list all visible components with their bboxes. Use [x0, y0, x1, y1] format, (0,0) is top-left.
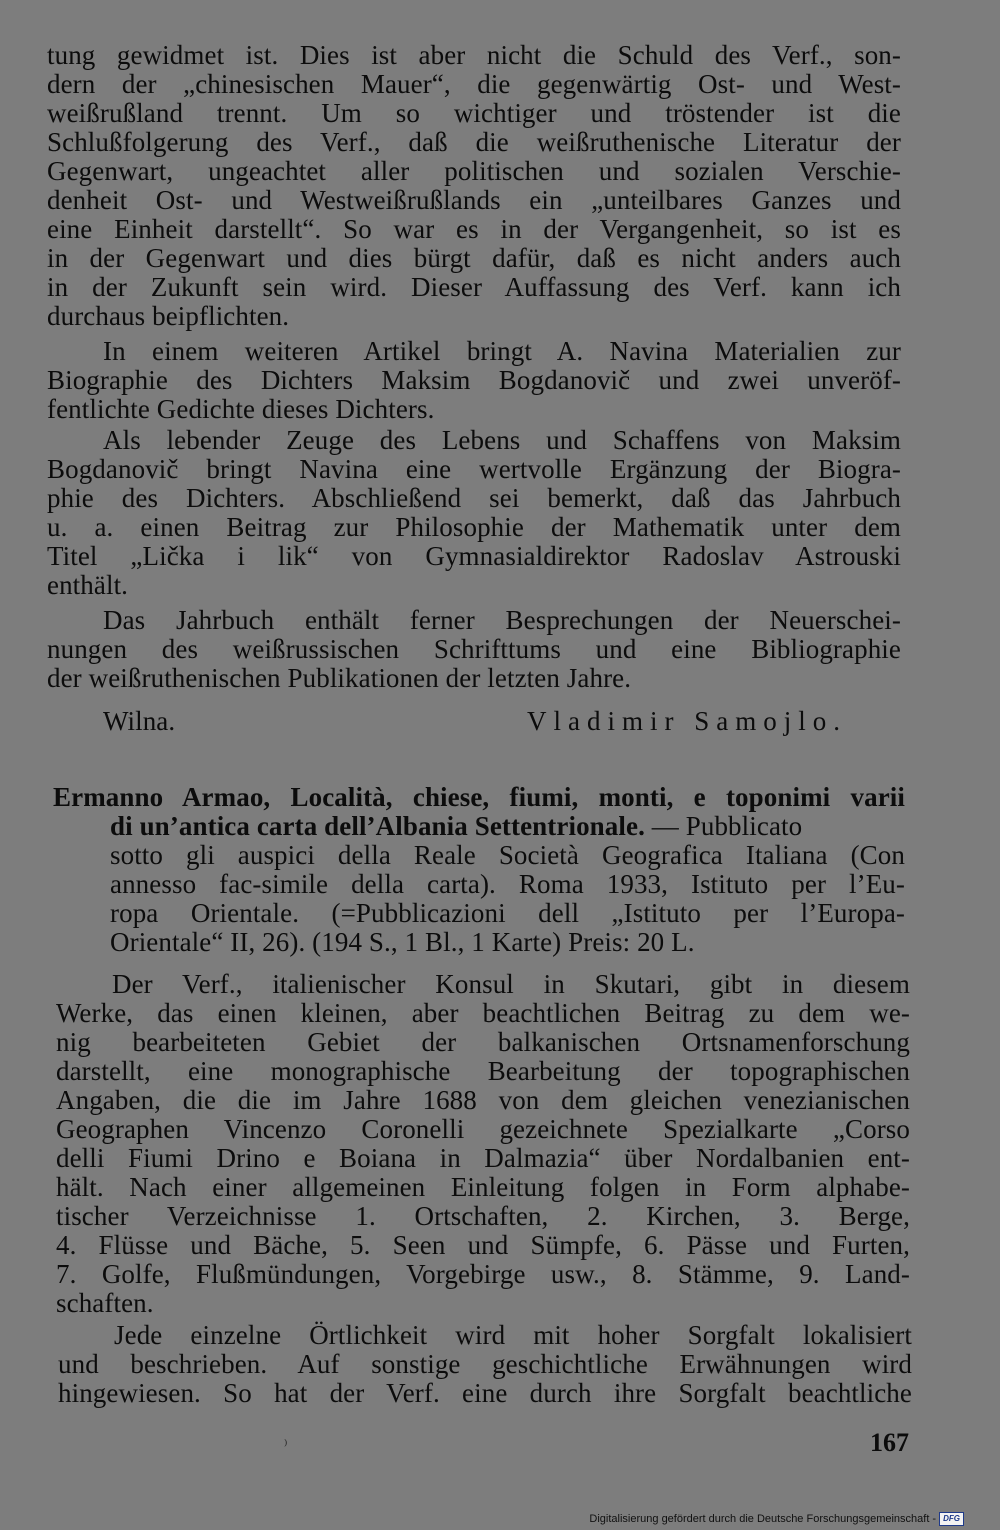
- text-line: Schlußfolgerung des Verf., daß die weißruthenische Literatur der: [47, 127, 901, 157]
- review-biblio-line: annesso fac-simile della carta). Roma 1933, Istituto per l’Eu-: [110, 869, 905, 899]
- page-number: 167: [870, 1428, 909, 1457]
- review-title-rest: — Pubblicato: [644, 811, 803, 841]
- text-line: eine Einheit darstellt“. So war es in der Vergangenheit, so ist es: [47, 214, 901, 244]
- review-biblio-line: sotto gli auspici della Reale Società Geografica Italiana (Con: [110, 840, 905, 870]
- review-title-bold: di un’antica carta dell’Albania Settentrionale.: [110, 811, 645, 841]
- text-line: fentlichte Gedichte dieses Dichters.: [47, 394, 435, 424]
- text-line: Als lebender Zeuge des Lebens und Schaffens von Maksim: [103, 425, 901, 455]
- text-line: und beschrieben. Auf sonstige geschichtliche Erwähnungen wird: [58, 1349, 912, 1379]
- text-line: enthält.: [47, 570, 129, 600]
- text-line: Biographie des Dichters Maksim Bogdanovič und zwei unveröf-: [47, 365, 901, 395]
- text-line: schaften.: [56, 1288, 154, 1318]
- text-line: Gegenwart, ungeachtet aller politischen und sozialen Verschie-: [47, 156, 901, 186]
- footer-text: Digitalisierung gefördert durch die Deutsche Forschungsgemeinschaft -: [589, 1513, 937, 1525]
- text-line: tischer Verzeichnisse 1. Ortschaften, 2. Kirchen, 3. Berge,: [56, 1201, 910, 1231]
- text-line: Geographen Vincenzo Coronelli gezeichnete Spezialkarte „Corso: [56, 1114, 910, 1144]
- text-line: Bogdanovič bringt Navina eine wertvolle Ergänzung der Biogra-: [47, 454, 901, 484]
- text-line: phie des Dichters. Abschließend sei bemerkt, daß das Jahrbuch: [47, 483, 901, 513]
- text-line: nungen des weißrussischen Schrifttums und eine Bibliographie: [47, 634, 901, 664]
- text-line: u. a. einen Beitrag zur Philosophie der Mathematik unter dem: [47, 512, 901, 542]
- review-title-line: [110, 811, 905, 841]
- text-line: nig bearbeiteten Gebiet der balkanischen Ortsnamenforschung: [56, 1027, 910, 1057]
- text-line: Titel „Lička i lik“ von Gymnasialdirektor Radoslav Astrouski: [47, 541, 901, 571]
- text-line: hält. Nach einer allgemeinen Einleitung folgen in Form alphabe-: [56, 1172, 910, 1202]
- text-line: in der Zukunft sein wird. Dieser Auffassung des Verf. kann ich: [47, 272, 901, 302]
- text-line: darstellt, eine monographische Bearbeitung der topographischen: [56, 1056, 910, 1086]
- review-biblio-line: Orientale“ II, 26). (194 S., 1 Bl., 1 Karte) Preis: 20 L.: [110, 927, 695, 957]
- signature-place: Wilna.: [103, 706, 176, 736]
- text-line: hingewiesen. So hat der Verf. eine durch ihre Sorgfalt beachtliche: [58, 1378, 912, 1408]
- text-line: 7. Golfe, Flußmündungen, Vorgebirge usw., 8. Stämme, 9. Land-: [56, 1259, 910, 1289]
- scan-mark: ⁾: [284, 1439, 288, 1454]
- text-line: Werke, das einen kleinen, aber beachtlichen Beitrag zu dem we-: [56, 998, 910, 1028]
- text-line: durchaus beipflichten.: [47, 301, 290, 331]
- text-line: In einem weiteren Artikel bringt A. Navina Materialien zur: [103, 336, 901, 366]
- signature-author: Vladimir Samojlo.: [527, 706, 847, 736]
- text-line: der weißruthenischen Publikationen der letzten Jahre.: [47, 663, 632, 693]
- review-biblio-line: ropa Orientale. (=Pubblicazioni dell „Istituto per l’Europa-: [110, 898, 905, 928]
- text-line: denheit Ost- und Westweißrußlands ein „unteilbares Ganzes und: [47, 185, 901, 215]
- text-line: Jede einzelne Örtlichkeit wird mit hoher Sorgfalt lokalisiert: [114, 1320, 912, 1350]
- text-line: weißrußland trennt. Um so wichtiger und tröstender ist die: [47, 98, 901, 128]
- text-line: in der Gegenwart und dies bürgt dafür, daß es nicht anders auch: [47, 243, 901, 273]
- dfg-logo: DFG: [939, 1512, 964, 1526]
- text-line: delli Fiumi Drino e Boiana in Dalmazia“ über Nordalbanien ent-: [56, 1143, 910, 1173]
- review-title-line: Ermanno Armao, Località, chiese, fiumi, monti, e toponimi varii: [53, 782, 905, 812]
- digitization-footer: [589, 1512, 964, 1526]
- text-line: tung gewidmet ist. Dies ist aber nicht die Schuld des Verf., son-: [47, 40, 901, 70]
- text-line: Der Verf., italienischer Konsul in Skutari, gibt in diesem: [112, 969, 910, 999]
- text-line: Angaben, die die im Jahre 1688 von dem gleichen venezianischen: [56, 1085, 910, 1115]
- text-line: 4. Flüsse und Bäche, 5. Seen und Sümpfe, 6. Pässe und Furten,: [56, 1230, 910, 1260]
- text-line: dern der „chinesischen Mauer“, die gegenwärtig Ost- und West-: [47, 69, 901, 99]
- text-line: Das Jahrbuch enthält ferner Besprechungen der Neuerschei-: [103, 605, 901, 635]
